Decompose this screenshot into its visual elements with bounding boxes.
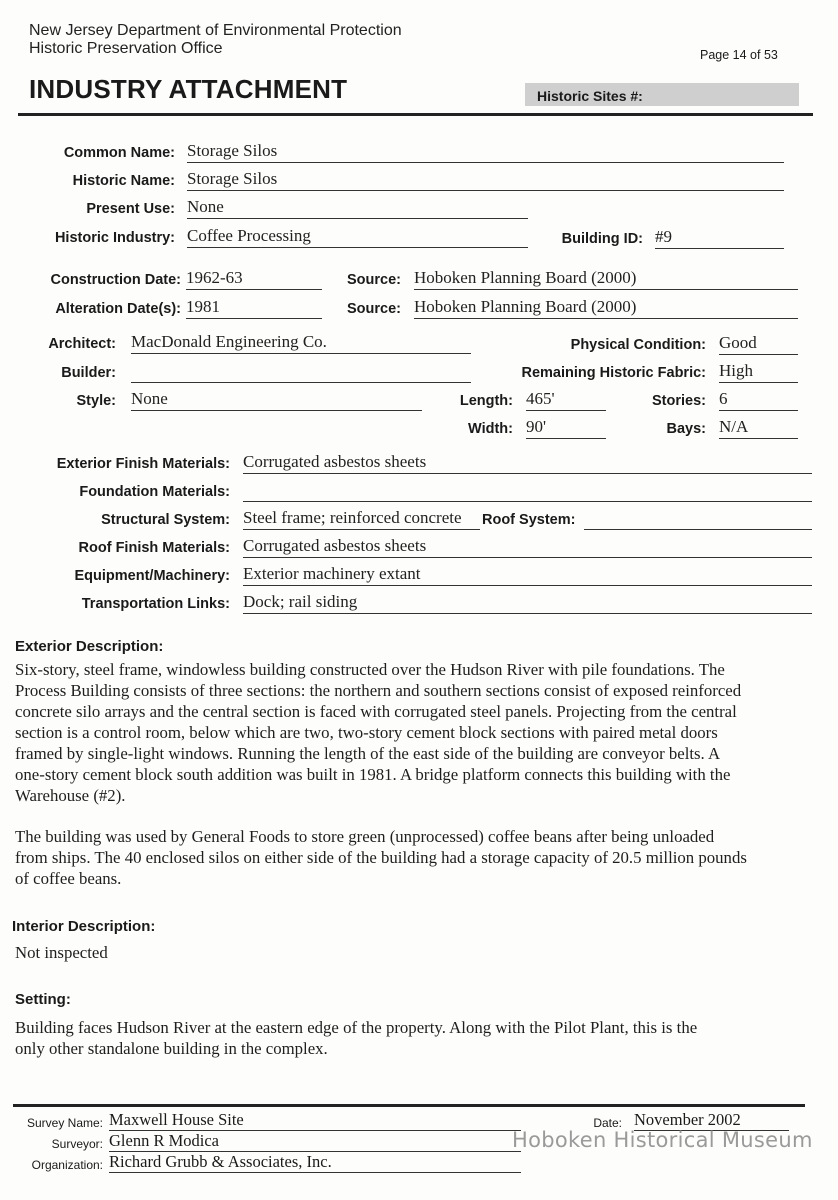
length-field[interactable]: 465': [526, 389, 606, 411]
office-name: Historic Preservation Office: [29, 40, 223, 57]
alteration-dates-field[interactable]: 1981: [186, 297, 322, 319]
transportation-label: Transportation Links:: [81, 596, 230, 612]
interior-description-heading: Interior Description:: [12, 918, 156, 935]
exterior-description-text: [15, 659, 827, 806]
structural-system-label: Structural System:: [101, 512, 230, 528]
historic-name-field[interactable]: Storage Silos: [187, 169, 784, 191]
remaining-fabric-label: Remaining Historic Fabric:: [521, 365, 706, 381]
builder-field[interactable]: [131, 361, 471, 383]
page-number: Page 14 of 53: [700, 48, 778, 62]
physical-condition-field[interactable]: Good: [719, 333, 798, 355]
roof-finish-label: Roof Finish Materials:: [78, 540, 230, 556]
foundation-label: Foundation Materials:: [79, 484, 230, 500]
header-rule: [18, 113, 813, 116]
text-line: Six-story, steel frame, windowless building constructed over the Hudson River with pile foundations. The: [15, 660, 725, 679]
text-line: framed by single-light windows. Running the length of the east side of the building are conveyor belts. A: [15, 744, 721, 763]
text-line: Warehouse (#2).: [15, 786, 126, 805]
agency-name: New Jersey Department of Environmental Protection: [29, 22, 402, 39]
text-line: The building was used by General Foods to store green (unprocessed) coffee beans after being unloaded: [15, 827, 715, 846]
construction-date-label: Construction Date:: [50, 272, 181, 288]
length-label: Length:: [459, 393, 513, 409]
style-label: Style:: [76, 393, 116, 409]
date-field[interactable]: November 2002: [634, 1111, 789, 1131]
text-line: one-story cement block south addition was built in 1981. A bridge platform connects this building with the: [15, 765, 731, 784]
transportation-field[interactable]: Dock; rail siding: [243, 592, 812, 614]
remaining-fabric-field[interactable]: High: [719, 361, 798, 383]
historic-sites-label: Historic Sites #:: [537, 88, 643, 104]
historic-industry-label: Historic Industry:: [54, 230, 175, 246]
text-line: section is a control room, below which are two, two-story cement block sections with paired metal doors: [15, 723, 718, 742]
page-title: INDUSTRY ATTACHMENT: [29, 74, 348, 104]
usage-paragraph: [15, 826, 827, 889]
construction-date-field[interactable]: 1962-63: [186, 268, 322, 290]
text-line: Building faces Hudson River at the eastern edge of the property. Along with the Pilot Plant, this is the: [15, 1018, 698, 1037]
width-label: Width:: [468, 421, 513, 437]
survey-name-label: Survey Name:: [26, 1116, 103, 1130]
exterior-description-heading: Exterior Description:: [15, 638, 164, 655]
historic-sites-box: [525, 83, 799, 106]
organization-field[interactable]: Richard Grubb & Associates, Inc.: [109, 1153, 521, 1173]
roof-system-label: Roof System:: [482, 512, 576, 528]
equipment-label: Equipment/Machinery:: [74, 568, 230, 584]
construction-source-field[interactable]: Hoboken Planning Board (2000): [414, 268, 798, 290]
interior-description-text: Not inspected: [15, 943, 108, 962]
surveyor-label: Surveyor:: [51, 1137, 103, 1151]
width-field[interactable]: 90': [526, 417, 606, 439]
common-name-field[interactable]: Storage Silos: [187, 141, 784, 163]
stories-label: Stories:: [652, 393, 706, 409]
bays-field[interactable]: N/A: [719, 417, 798, 439]
setting-text: [15, 1017, 827, 1059]
present-use-field[interactable]: None: [187, 197, 528, 219]
alteration-source-label: Source:: [347, 301, 401, 317]
footer-rule: [13, 1104, 805, 1107]
style-field[interactable]: None: [131, 389, 422, 411]
physical-condition-label: Physical Condition:: [570, 337, 706, 353]
exterior-finish-label: Exterior Finish Materials:: [56, 456, 230, 472]
equipment-field[interactable]: Exterior machinery extant: [243, 564, 812, 586]
alteration-source-field[interactable]: Hoboken Planning Board (2000): [414, 297, 798, 319]
foundation-field[interactable]: [243, 480, 812, 502]
roof-finish-field[interactable]: Corrugated asbestos sheets: [243, 536, 812, 558]
text-line: from ships. The 40 enclosed silos on either side of the building had a storage capacity of 20.5 million pounds: [15, 848, 747, 867]
organization-label: Organization:: [31, 1158, 103, 1172]
architect-field[interactable]: MacDonald Engineering Co.: [131, 332, 471, 354]
building-id-label: Building ID:: [561, 231, 643, 247]
alteration-dates-label: Alteration Date(s):: [55, 301, 181, 317]
text-line: Process Building consists of three sections: the northern and southern sections consist of exposed reinforced: [15, 681, 742, 700]
exterior-finish-field[interactable]: Corrugated asbestos sheets: [243, 452, 812, 474]
setting-heading: Setting:: [15, 991, 71, 1008]
historic-industry-field[interactable]: Coffee Processing: [187, 226, 528, 248]
architect-label: Architect:: [48, 336, 116, 352]
roof-system-field[interactable]: [584, 508, 812, 530]
stories-field[interactable]: 6: [719, 389, 798, 411]
text-line: concrete silo arrays and the central section is faced with corrugated steel panels. Projecting from the central: [15, 702, 737, 721]
surveyor-field[interactable]: Glenn R Modica: [109, 1132, 521, 1152]
museum-watermark: Hoboken Historical Museum: [512, 1128, 813, 1152]
building-id-field[interactable]: #9: [655, 227, 784, 249]
bays-label: Bays:: [666, 421, 706, 437]
structural-system-field[interactable]: Steel frame; reinforced concrete: [243, 508, 480, 530]
historic-name-label: Historic Name:: [72, 173, 175, 189]
construction-source-label: Source:: [347, 272, 401, 288]
present-use-label: Present Use:: [86, 201, 175, 217]
text-line: of coffee beans.: [15, 869, 122, 888]
common-name-label: Common Name:: [63, 145, 175, 161]
text-line: only other standalone building in the complex.: [15, 1039, 328, 1058]
builder-label: Builder:: [61, 365, 116, 381]
date-label: Date:: [593, 1116, 622, 1130]
survey-name-field[interactable]: Maxwell House Site: [109, 1111, 521, 1131]
